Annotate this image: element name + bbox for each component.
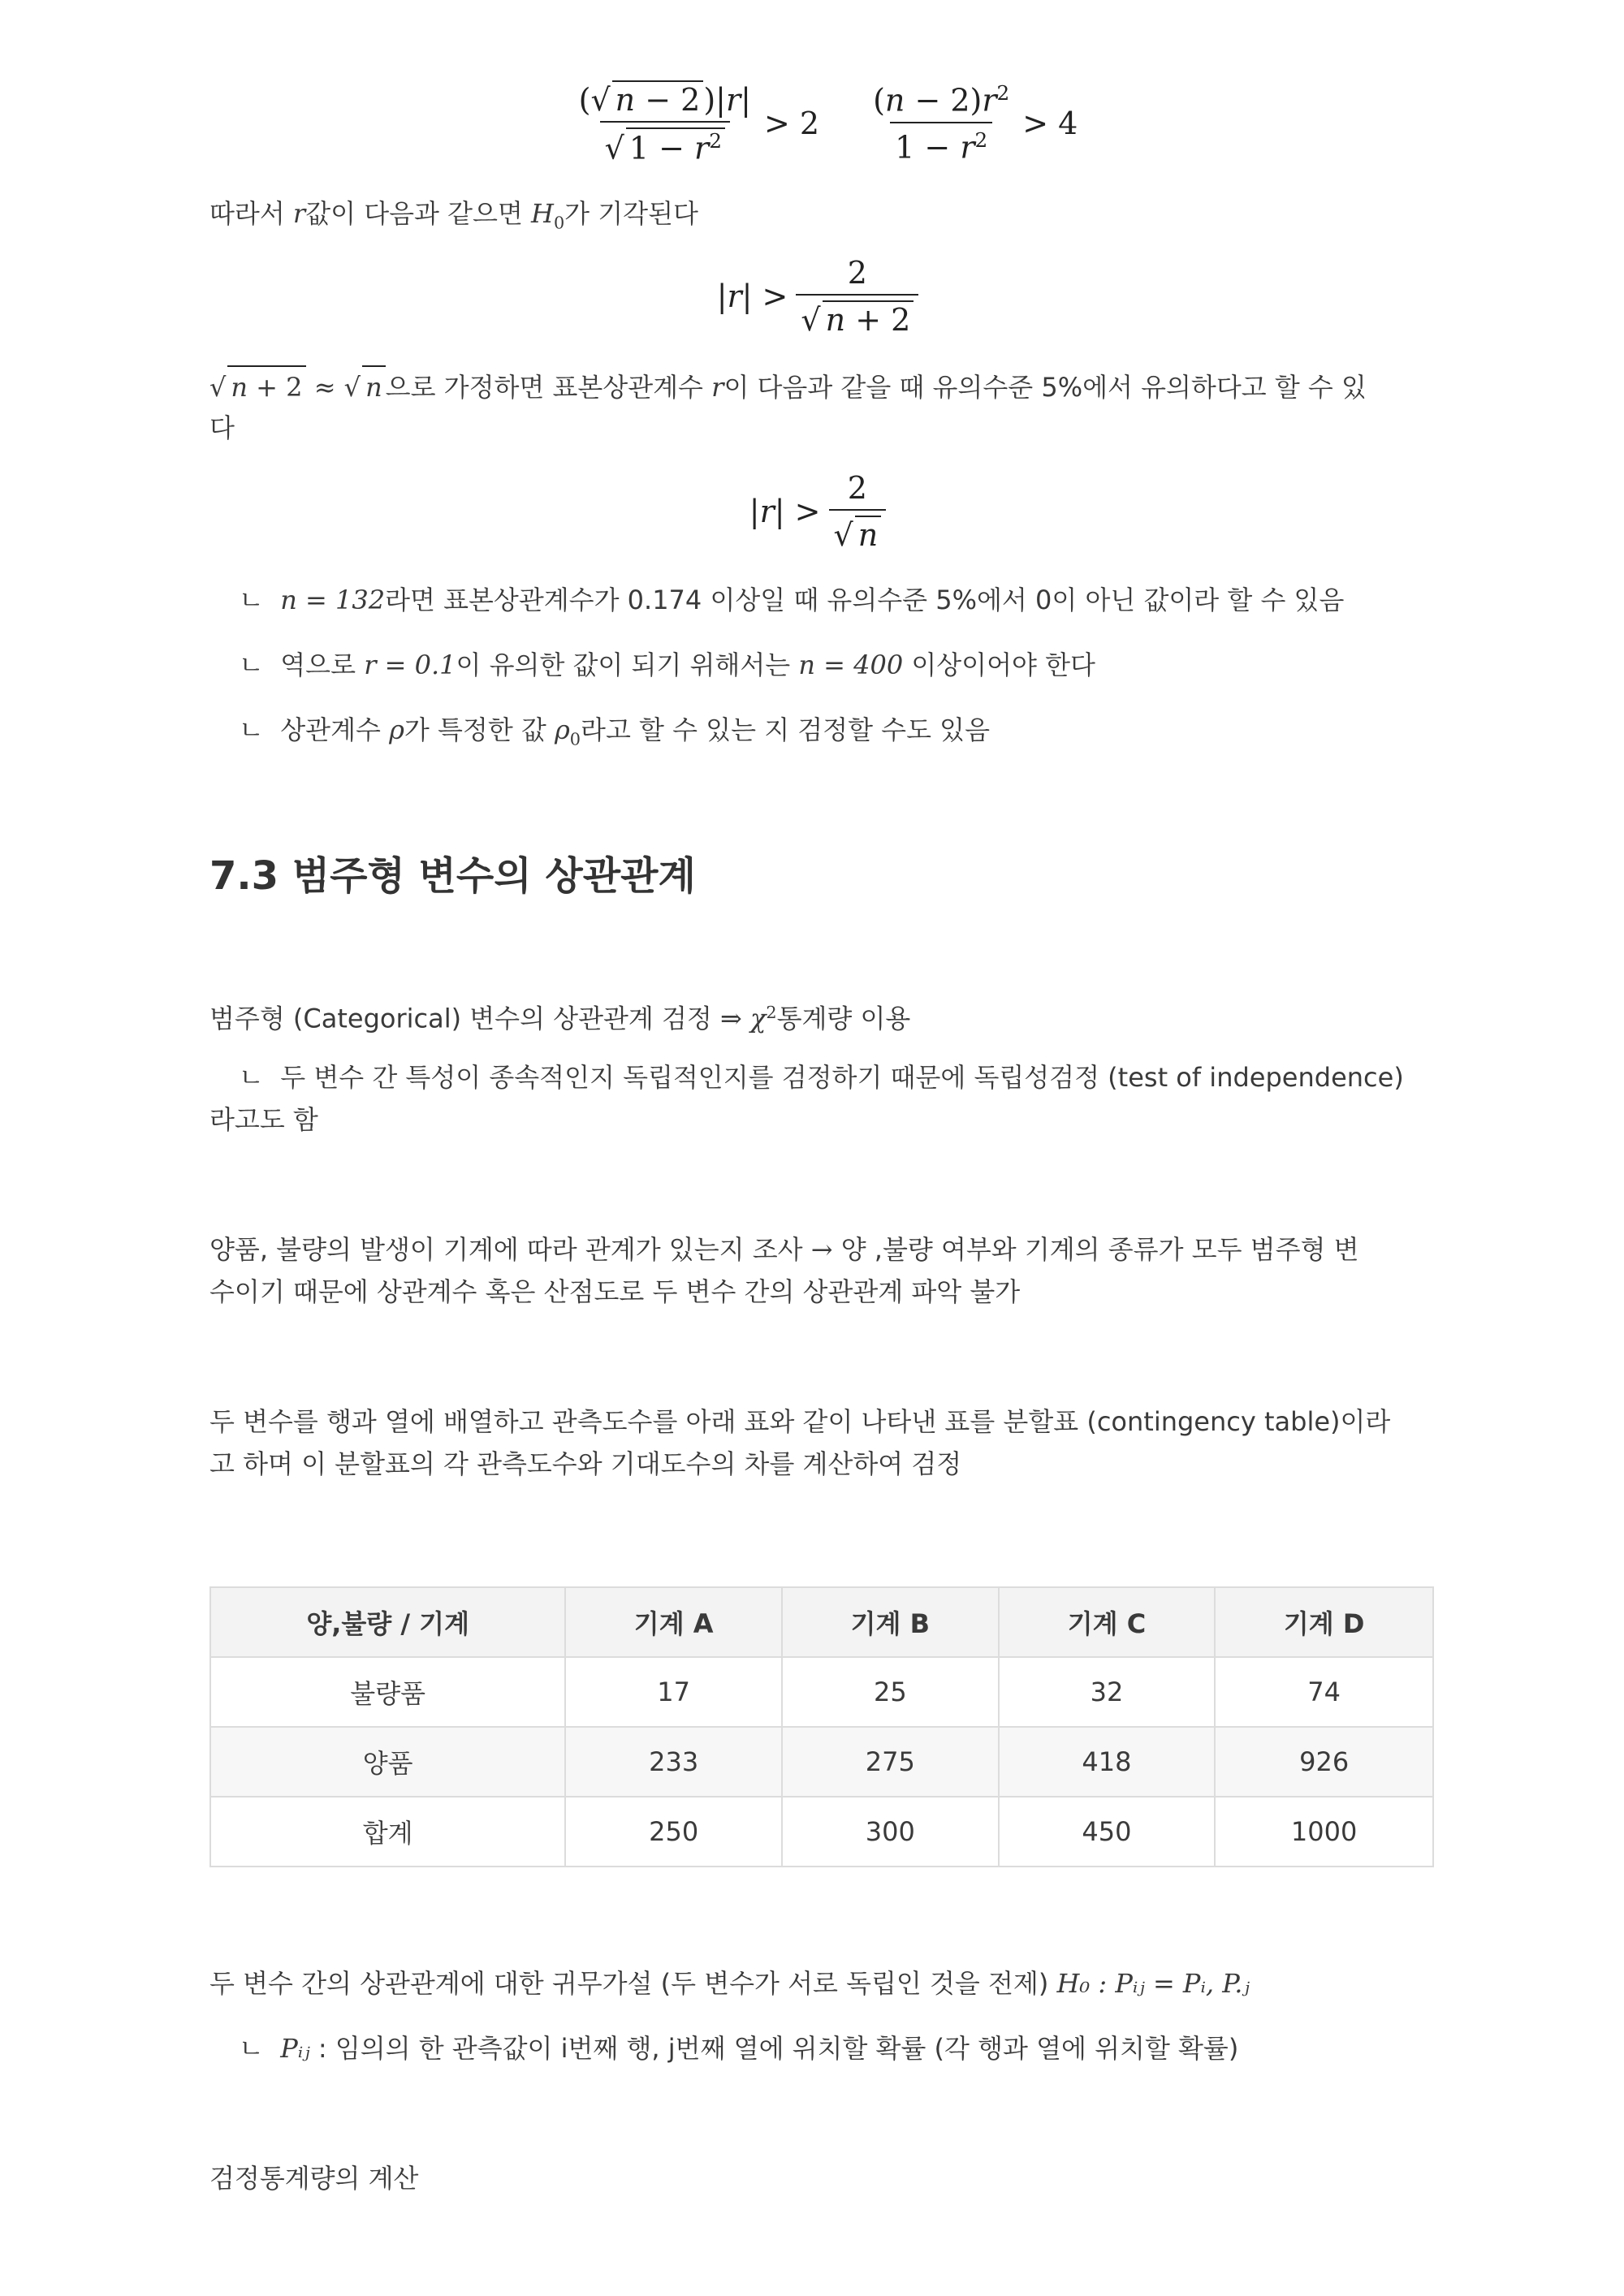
fraction-t: $\frac{(√ n - 2 )|r|}{√ 1 - r^2}$: [578, 82, 751, 166]
table-cell: 17: [565, 1657, 782, 1727]
table-row: [210, 1797, 1433, 1867]
paragraph-probability-definition: ㄴ Pᵢⱼ : 임의의 한 관측값이 i번째 행, j번째 열에 위치할 확률 (각 행과 열에 위치할 확률): [239, 2033, 1239, 2064]
table-row: [210, 1727, 1433, 1797]
paragraph-defect-example: 양품, 불량의 발생이 기계에 따라 관계가 있는지 조사 → 양 ,불량 여부와 기계의 종류가 모두 범주형 변: [209, 1234, 1359, 1265]
paragraph-contingency-table-line2: 고 하며 이 분할표의 각 관측도수와 기대도수의 차를 계산하여 검정: [209, 1448, 962, 1479]
table-cell: 418: [999, 1727, 1216, 1797]
paragraph-null-hypothesis: 두 변수 간의 상관관계에 대한 귀무가설 (두 변수가 서로 독립인 것을 전제) H₀ : Pᵢⱼ = Pᵢ, P.ⱼ: [209, 1968, 1250, 1999]
table-cell: 300: [782, 1797, 999, 1867]
table-header: 기계 A: [565, 1587, 782, 1657]
table-cell: 합계: [210, 1797, 565, 1867]
formula-r-threshold-n-plus-2: |r| > $\frac{2}{√ n + 2}$: [209, 248, 1434, 345]
paragraph-chi-square: 범주형 (Categorical) 변수의 상관관계 검정 ⇒ $\chi^2$통계량 이용: [209, 1003, 911, 1034]
table-cell: 25: [782, 1657, 999, 1727]
table-cell: 1000: [1215, 1797, 1433, 1867]
table-cell: 450: [999, 1797, 1216, 1867]
paragraph-independence-test-line2: 라고도 함: [209, 1104, 318, 1135]
table-header: 양,불량 / 기계: [210, 1587, 565, 1657]
paragraph-test-statistic: 검정통계량의 계산: [209, 2163, 419, 2194]
paragraph-reject-condition: 따라서 r값이 다음과 같으면 $H_0$가 기각된다: [209, 198, 698, 233]
gt-two: > 2: [763, 106, 820, 141]
table-row: [210, 1657, 1433, 1727]
table-header-row: [210, 1587, 1433, 1657]
table-cell: 32: [999, 1657, 1216, 1727]
table-cell: 74: [1215, 1657, 1433, 1727]
bullet-rho: ㄴ 상관계수 ρ가 특정한 값 $\rho_0$라고 할 수 있는 지 검정할 수도 있음: [239, 714, 991, 749]
table-header: 기계 B: [782, 1587, 999, 1657]
contingency-table: [209, 1586, 1434, 1867]
table-cell: 233: [565, 1727, 782, 1797]
bullet-r-0-1: ㄴ 역으로 r = 0.1이 유의한 값이 되기 위해서는 n = 400 이상이어야 한다: [239, 650, 1095, 680]
table-cell: 양품: [210, 1727, 565, 1797]
formula-r-threshold-n: |r| > $\frac{2}{√ n}$: [209, 463, 1434, 560]
table-header: 기계 D: [1215, 1587, 1433, 1657]
formula-t-statistic: [209, 75, 1434, 172]
table-header: 기계 C: [999, 1587, 1216, 1657]
table-cell: 250: [565, 1797, 782, 1867]
fraction-t-squared: $\frac{(n - 2)r^2}{1 - r^2}$: [873, 81, 1010, 166]
paragraph-approximation-line2: 다: [209, 412, 235, 443]
paragraph-defect-example-line2: 수이기 때문에 상관계수 혹은 산점도로 두 변수 간의 상관관계 파악 불가: [209, 1276, 1021, 1307]
bullet-n-132: ㄴ n = 132라면 표본상관계수가 0.174 이상일 때 유의수준 5%에서 0이 아닌 값이라 할 수 있음: [239, 585, 1345, 615]
paragraph-approximation: √ n + 2 ≈ √ n 으로 가정하면 표본상관계수 r이 다음과 같을 때 유의수준 5%에서 유의하다고 할 수 있: [209, 365, 1367, 408]
section-heading: 7.3 범주형 변수의 상관관계: [209, 853, 696, 899]
gt-four: > 4: [1022, 106, 1078, 141]
table-cell: 불량품: [210, 1657, 565, 1727]
table-cell: 275: [782, 1727, 999, 1797]
paragraph-independence-test: ㄴ 두 변수 간 특성이 종속적인지 독립적인지를 검정하기 때문에 독립성검정 (test of independence): [239, 1062, 1404, 1093]
table-cell: 926: [1215, 1727, 1433, 1797]
paragraph-contingency-table: 두 변수를 행과 열에 배열하고 관측도수를 아래 표와 같이 나타낸 표를 분할표 (contingency table)이라: [209, 1406, 1391, 1437]
